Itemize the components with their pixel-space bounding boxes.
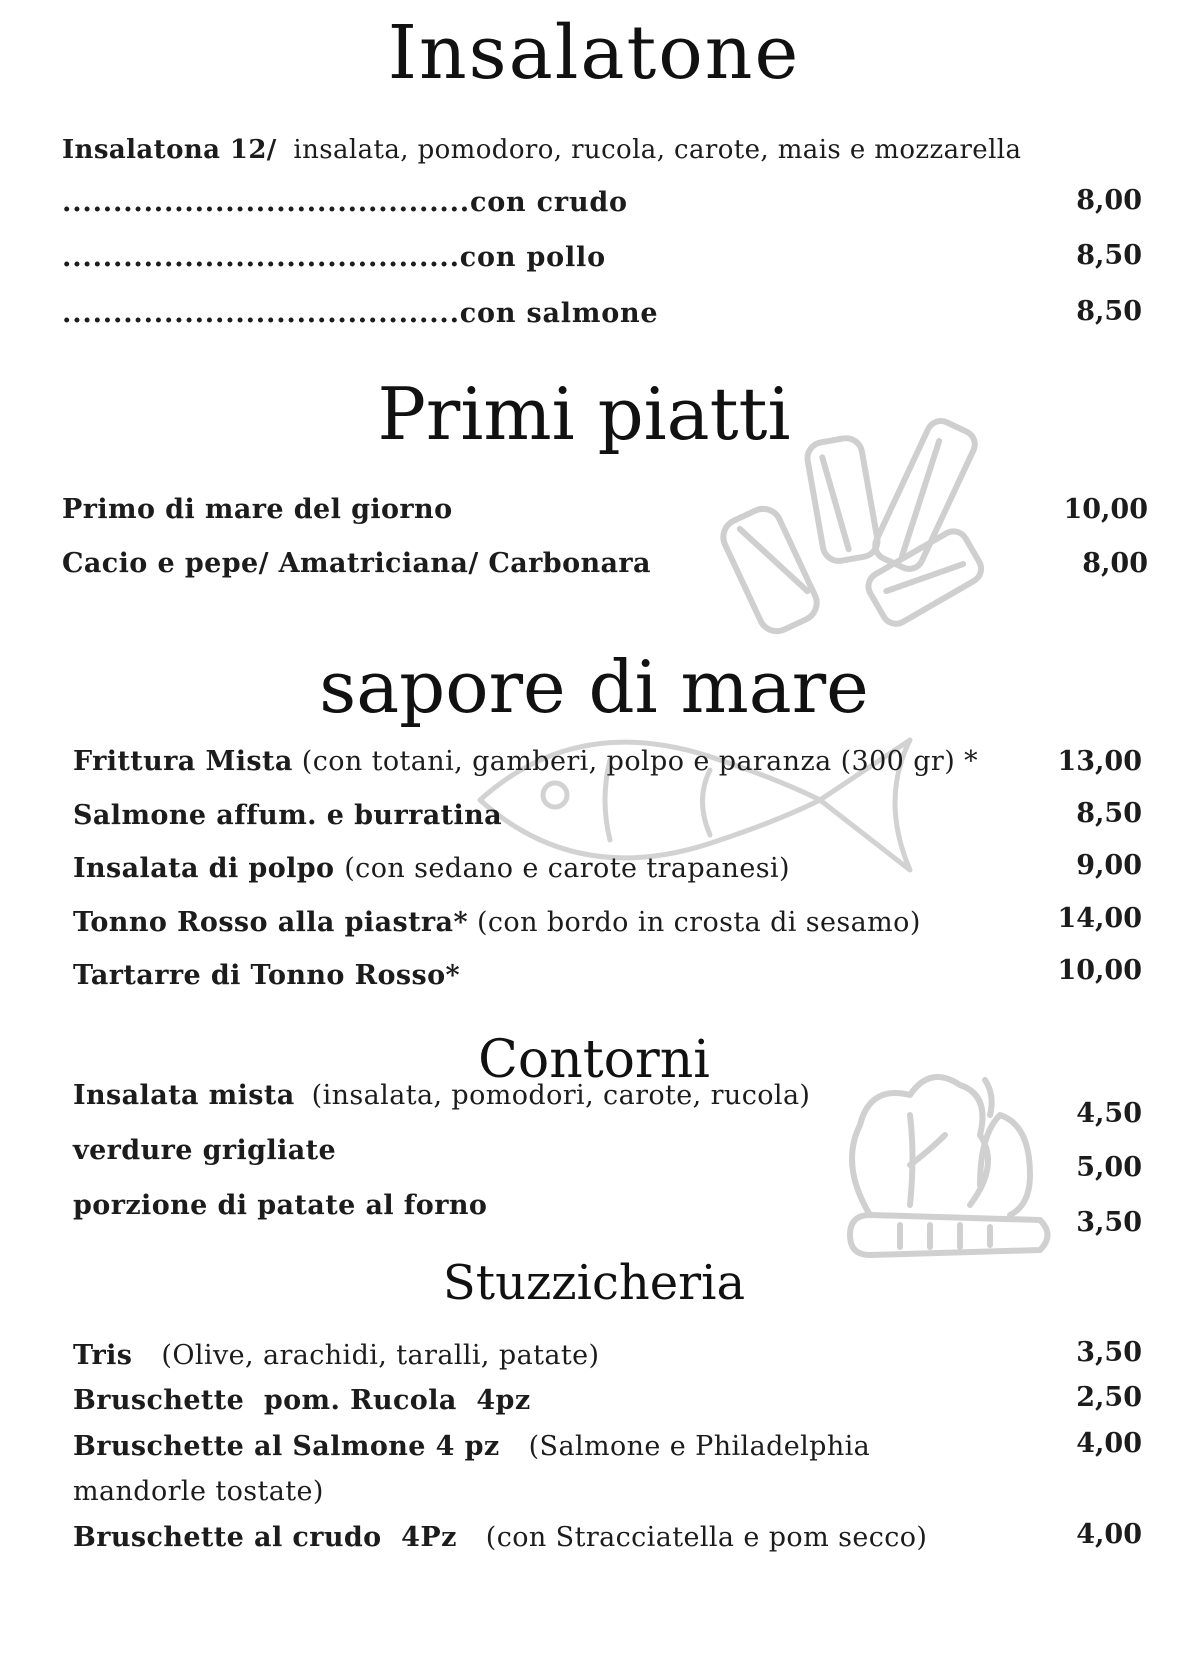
menu-item-price: 5,00 [1076, 1152, 1142, 1183]
menu-item [73, 1431, 870, 1462]
menu-item [73, 960, 460, 991]
menu-item [73, 1340, 599, 1371]
section-title-mare: sapore di mare [319, 645, 869, 729]
menu-item [73, 1385, 531, 1416]
menu-item-desc: (Salmone e Philadelphia [528, 1431, 871, 1462]
menu-item-price: 14,00 [1057, 903, 1142, 934]
menu-item-name: Insalata di polpo [73, 853, 345, 884]
intro-desc: insalata, pomodoro, rucola, carote, mais e mozzarella [293, 135, 1022, 165]
menu-item-name: .......................................con pollo [62, 242, 606, 273]
menu-item-name: Primo di mare del giorno [62, 494, 453, 525]
menu-item-name: porzione di patate al forno [73, 1190, 488, 1221]
menu-item-name: Salmone affum. e burratina [73, 800, 503, 831]
menu-item-name: Cacio e pepe/ Amatriciana/ Carbonara [62, 548, 651, 579]
menu-item [73, 853, 790, 884]
menu-item-desc: (con sedano e carote trapanesi) [344, 853, 790, 884]
menu-item-price: 10,00 [1057, 955, 1142, 986]
menu-item-desc: (insalata, pomodori, carote, rucola) [311, 1080, 811, 1111]
menu-item-price: 9,00 [1076, 850, 1142, 881]
menu-item-price: 10,00 [1063, 494, 1148, 525]
menu-item-price: 8,50 [1076, 798, 1142, 829]
menu-item-price: 2,50 [1076, 1382, 1142, 1413]
menu-item-name: Frittura Mista [73, 746, 293, 777]
menu-item-price: 4,00 [1076, 1428, 1142, 1459]
intro-name: Insalatona 12/ [62, 135, 277, 165]
menu-item-name: Tonno Rosso alla piastra* [73, 907, 468, 938]
section-title-primi: Primi piatti [377, 372, 791, 456]
menu-item-price: 8,00 [1082, 548, 1148, 579]
menu-item [73, 1135, 336, 1166]
menu-item-desc: (con bordo in crosta di sesamo) [476, 907, 921, 938]
menu-item-name: verdure grigliate [73, 1135, 337, 1166]
menu-item [73, 746, 978, 777]
menu-item [73, 1522, 927, 1553]
menu-item-name: Bruschette pom. Rucola 4pz [73, 1385, 531, 1416]
menu-item-desc: (con totani, gamberi, polpo e paranza (300 gr) * [301, 746, 979, 777]
menu-item-name: Tris [73, 1340, 133, 1371]
menu-item-price: 8,50 [1076, 240, 1142, 271]
menu-item-name: .......................................con salmone [62, 298, 659, 329]
menu-item-price: 3,50 [1076, 1207, 1142, 1238]
menu-item-desc: (Olive, arachidi, taralli, patate) [161, 1340, 600, 1371]
menu-item-name: Tartarre di Tonno Rosso* [73, 960, 461, 991]
menu-item [73, 1080, 810, 1111]
menu-item-desc: (con Stracciatella e pom secco) [485, 1522, 928, 1553]
menu-item [73, 1190, 487, 1221]
menu-item-name: Bruschette al Salmone 4 pz [73, 1431, 500, 1462]
menu-item-price: 8,00 [1076, 185, 1142, 216]
section-title-stuzzicheria: Stuzzicheria [442, 1255, 746, 1311]
section-title-insalatone: Insalatone [387, 10, 801, 96]
menu-item-name: ........................................con crudo [62, 187, 628, 218]
menu-item [73, 907, 921, 938]
menu-item-desc-continued: mandorle tostate) [73, 1476, 324, 1507]
menu-item [73, 800, 502, 831]
menu-item-price: 4,00 [1076, 1519, 1142, 1550]
insalatona-intro [62, 135, 1021, 165]
menu-item-name: Bruschette al crudo 4Pz [73, 1522, 457, 1553]
menu-item-price: 8,50 [1076, 296, 1142, 327]
section-title-contorni: Contorni [478, 1030, 710, 1090]
menu-item-name: Insalata mista [73, 1080, 295, 1111]
menu-item-price: 4,50 [1076, 1098, 1142, 1129]
menu-item-price: 13,00 [1057, 746, 1142, 777]
menu-item-price: 3,50 [1076, 1337, 1142, 1368]
